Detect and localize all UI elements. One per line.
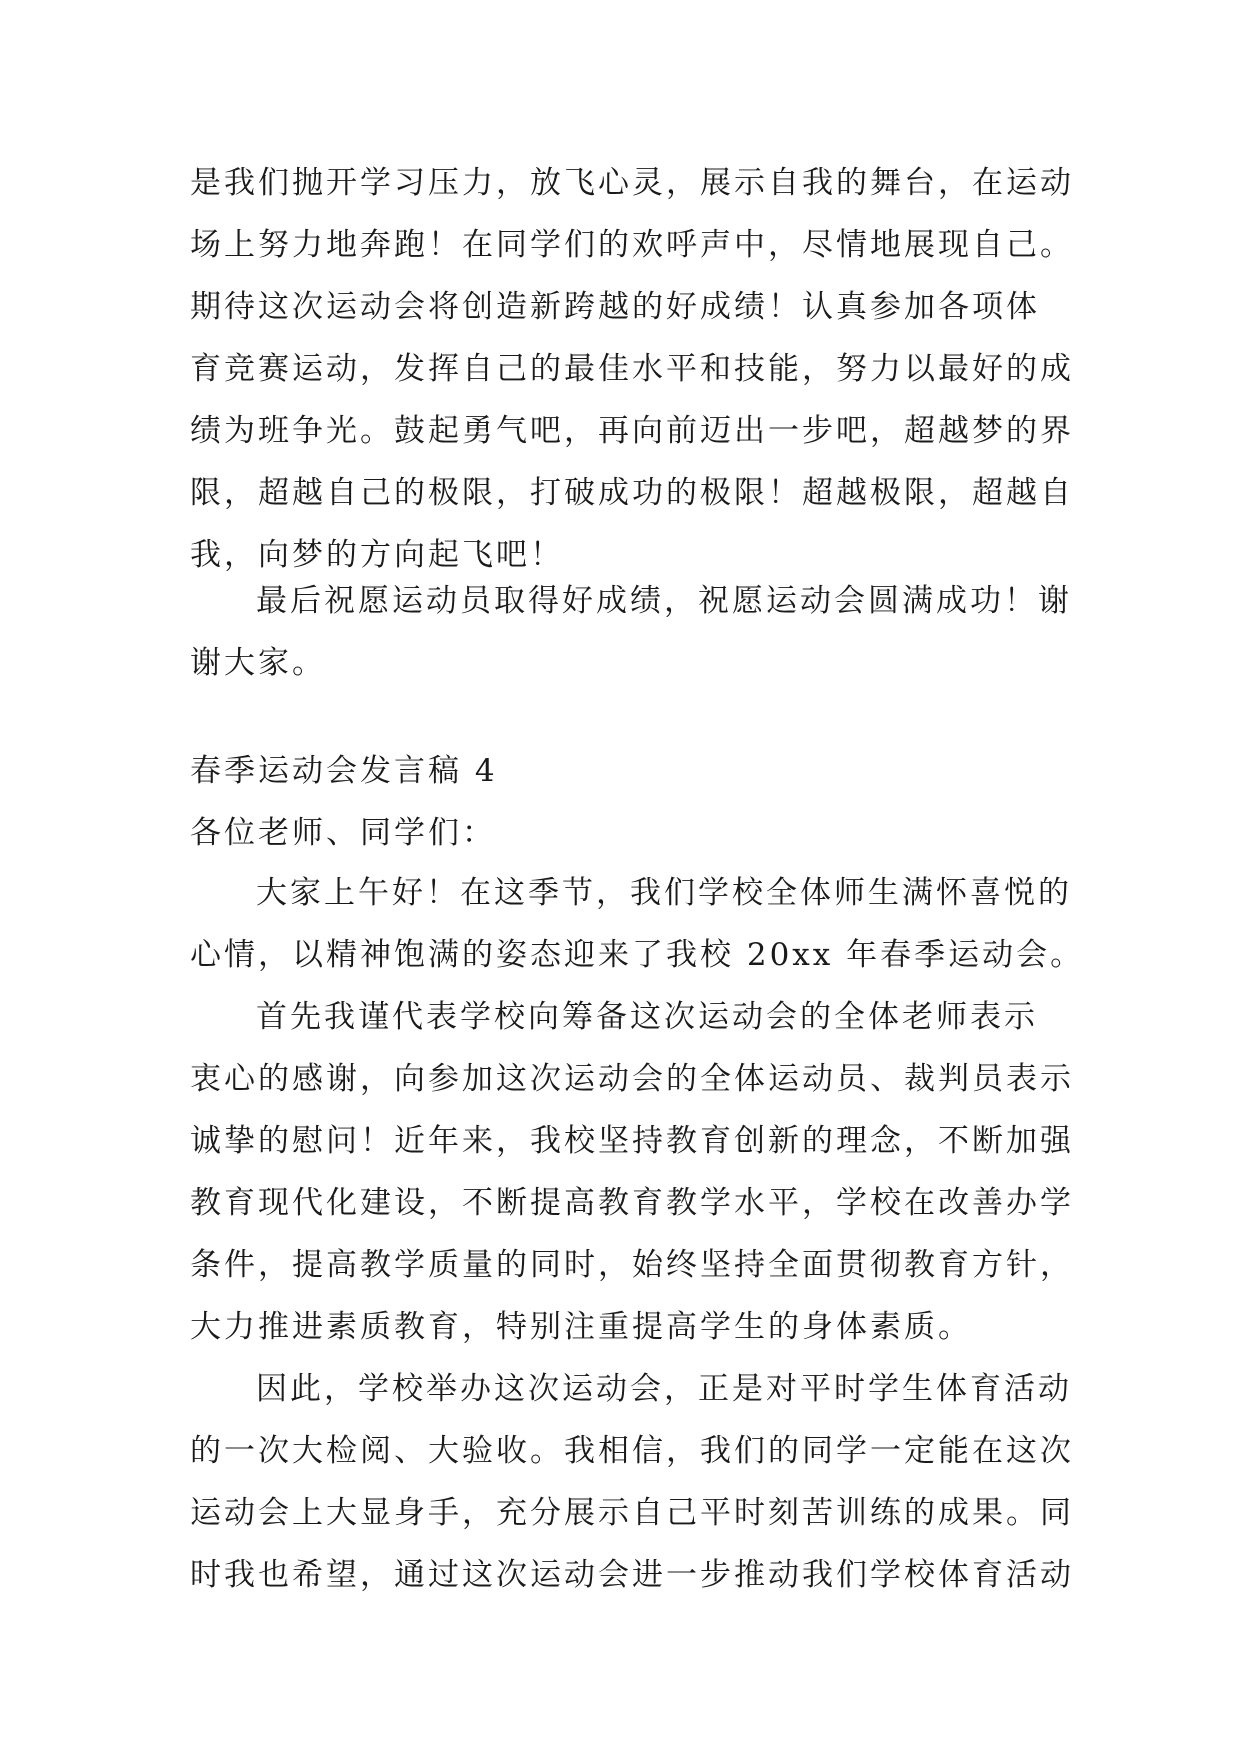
text-line: 时我也希望，通过这次运动会进一步推动我们学校体育活动 xyxy=(190,1557,1074,1593)
text-line: 诚挚的慰问！近年来，我校坚持教育创新的理念，不断加强 xyxy=(190,1123,1074,1159)
text-line: 条件，提高教学质量的同时，始终坚持全面贯彻教育方针， xyxy=(190,1247,1074,1283)
paragraph-greeting xyxy=(190,862,1085,986)
text-line: 衷心的感谢，向参加这次运动会的全体运动员、裁判员表示 xyxy=(190,1061,1074,1097)
text-line: 绩为班争光。鼓起勇气吧，再向前迈出一步吧，超越梦的界 xyxy=(190,413,1074,449)
text-line: 大家上午好！在这季节，我们学校全体师生满怀喜悦的 xyxy=(256,875,1072,911)
text-line: 首先我谨代表学校向筹备这次运动会的全体老师表示 xyxy=(256,999,1038,1035)
text-line: 教育现代化建设，不断提高教育教学水平，学校在改善办学 xyxy=(190,1185,1074,1221)
text-line: 因此，学校举办这次运动会，正是对平时学生体育活动 xyxy=(256,1371,1072,1407)
text-line: 的一次大检阅、大验收。我相信，我们的同学一定能在这次 xyxy=(190,1433,1074,1469)
text-line: 是我们抛开学习压力，放飞心灵，展示自我的舞台，在运动 xyxy=(190,165,1074,201)
speech-title: 春季运动会发言稿 4 xyxy=(190,753,498,789)
text-line: 最后祝愿运动员取得好成绩，祝愿运动会圆满成功！谢 xyxy=(256,583,1072,619)
paragraph-continuation xyxy=(190,152,1074,586)
text-line: 运动会上大显身手，充分展示自己平时刻苦训练的成果。同 xyxy=(190,1495,1074,1531)
speech-heading-block xyxy=(190,740,1060,864)
paragraph-thanks xyxy=(190,986,1074,1358)
text-line: 心情，以精神饱满的姿态迎来了我校 20xx 年春季运动会。 xyxy=(190,937,1085,973)
text-line: 育竞赛运动，发挥自己的最佳水平和技能，努力以最好的成 xyxy=(190,351,1074,387)
text-line: 谢大家。 xyxy=(190,645,326,681)
text-line: 限，超越自己的极限，打破成功的极限！超越极限，超越自 xyxy=(190,475,1074,511)
paragraph-closing xyxy=(190,570,1072,694)
text-line: 我，向梦的方向起飞吧！ xyxy=(190,537,564,573)
salutation: 各位老师、同学们： xyxy=(190,815,496,851)
text-line: 大力推进素质教育，特别注重提高学生的身体素质。 xyxy=(190,1309,972,1345)
paragraph-purpose xyxy=(190,1358,1074,1606)
text-line: 场上努力地奔跑！在同学们的欢呼声中，尽情地展现自己。 xyxy=(190,227,1074,263)
text-line: 期待这次运动会将创造新跨越的好成绩！认真参加各项体 xyxy=(190,289,1040,325)
